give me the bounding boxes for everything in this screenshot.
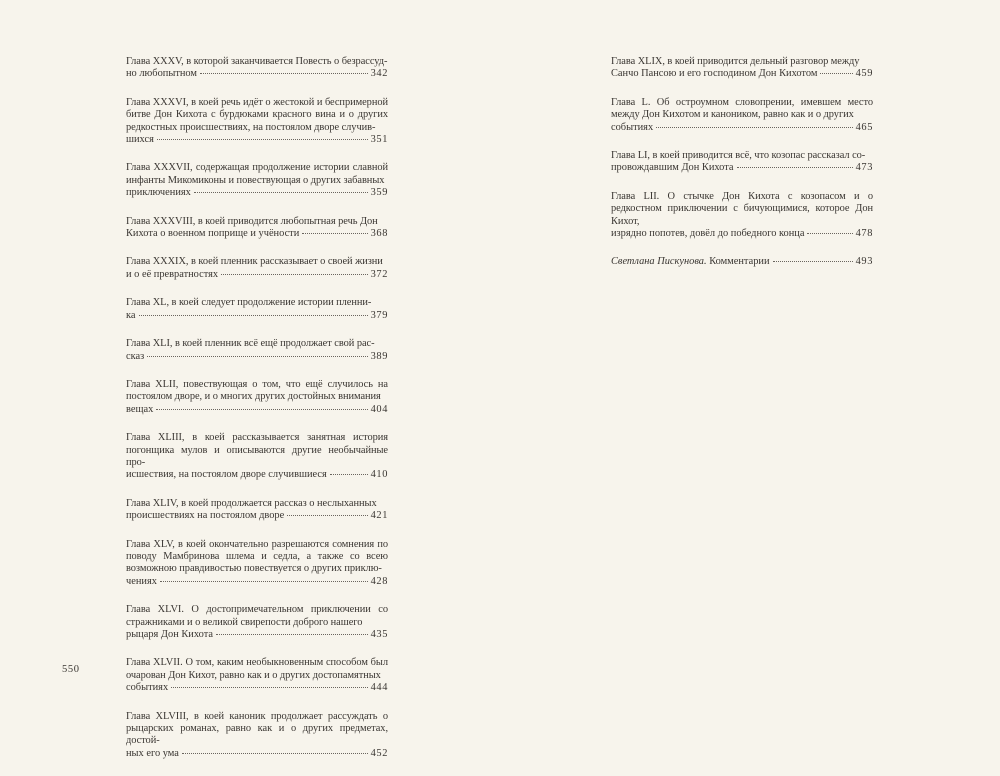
toc-page-number: 359 [370,187,388,199]
toc-page-number: 389 [370,350,388,362]
leader-dots [221,274,367,275]
leader-dots [820,73,852,74]
toc-entry-text: Глава XLVI. О достопримечательном приключении со стражниками и о великой свирепости доброго нашего [126,604,388,628]
toc-entry-text: Глава XXXV, в которой заканчивается Повесть о безрассуд- [126,56,388,67]
commentary-author: Светлана Пискунова. [611,256,707,268]
leader-dots [216,634,368,635]
leader-dots [139,315,368,316]
toc-entry [611,97,873,134]
toc-entry-text: Глава XLIX, в коей приводится дельный разговор между [611,56,860,67]
toc-entry-text: Глава L. Об остроумном словопрении, имевшем место между Дон Кихотом и каноником, равно как и о других [611,96,873,121]
toc-entry-tail: исшествия, на постоялом дворе случившиеся [126,469,327,481]
toc-entry-text: Глава XLIV, в коей продолжается рассказ о неслыханных [126,497,377,509]
toc-page-number: 478 [855,228,873,240]
toc-entry-commentary [611,256,873,268]
leader-dots [737,167,853,168]
leader-dots [807,233,852,234]
toc-entry-text: Глава XLII, повествующая о том, что ещё случилось на постоялом дворе, и о многих других достойных внимания [126,378,388,403]
toc-entry-tail: но любопытном [126,68,197,80]
toc-entry-tail: провождавшим Дон Кихота [611,162,734,174]
commentary-title: Комментарии [706,256,770,268]
toc-page-number: 465 [855,121,873,133]
toc-page-number: 452 [370,747,388,759]
toc-entry-tail: рыцаря Дон Кихота [126,629,213,640]
toc-entry-tail: Санчо Пансою и его господином Дон Кихотом [611,68,818,80]
toc-entry-text: Глава XLVII. О том, каким необыкновенным способом был очарован Дон Кихот, равно как и о других достопамятных [126,657,388,681]
toc-left-column [126,56,388,776]
toc-entry-tail: и о её превратностях [126,268,219,280]
page-number: 550 [62,664,80,675]
toc-right-column [611,56,873,285]
toc-entry-text: Глава LI, в коей приводится всё, что козопас рассказал со- [611,150,866,162]
toc-entry [611,56,873,81]
toc-entry [611,191,873,241]
toc-page-number: 435 [370,629,388,640]
toc-entry [126,539,388,589]
toc-entry-tail: происшествиях на постоялом дворе [126,510,285,522]
toc-entry-tail: приключениях [126,187,191,199]
toc-entry [126,216,388,241]
toc-entry-text: Глава XXXVII, содержащая продолжение истории славной инфанты Микомиконы и повествующая о других забавных [126,162,388,186]
toc-page-number: 351 [370,134,388,146]
toc-entry-text: Глава XL, в коей следует продолжение истории пленни- [126,297,372,309]
toc-page-number: 368 [370,228,388,240]
toc-entry-text: Глава XXXVIII, в коей приводится любопытная речь Дон [126,215,378,227]
toc-entry-tail: изрядно попотев, довёл до победного конца [611,228,805,240]
toc-entry-tail: событиях [611,121,654,133]
toc-page-number: 379 [370,309,388,321]
toc-entry-text: Глава XLV, в коей окончательно разрешаются сомнения по поводу Мамбринова шлема и седла, а также со всею возможною правдивостью повествуется о других приклю- [126,538,388,575]
toc-page-number: 410 [370,469,388,481]
leader-dots [194,192,368,193]
toc-page-number: 444 [370,682,388,694]
toc-entry [126,498,388,523]
toc-entry-tail: ных его ума [126,747,179,759]
toc-entry [126,56,388,81]
leader-dots [171,687,367,688]
leader-dots [157,139,368,140]
toc-page-number: 473 [855,162,873,174]
toc-entry-text: Глава XLVIII, в коей каноник продолжает рассуждать о рыцарских романах, равно как и о других предметах, достой- [126,710,388,747]
toc-entry-text: Глава XXXIX, в коей пленник рассказывает о своей жизни [126,256,383,268]
leader-dots [160,581,368,582]
toc-page-number: 372 [370,268,388,280]
toc-entry-tail: ка [126,309,136,321]
toc-entry [126,256,388,281]
toc-entry [126,162,388,199]
toc-page-number: 342 [370,68,388,80]
toc-page-number: 493 [855,256,873,268]
toc-entry-tail: сказ [126,350,145,362]
toc-entry [126,97,388,147]
leader-dots [302,233,367,234]
toc-page-number: 421 [370,510,388,522]
toc-page-number: 404 [370,403,388,415]
toc-entry-tail: шихся [126,134,154,146]
leader-dots [182,753,368,754]
leader-dots [656,127,852,128]
toc-entry [126,604,388,641]
leader-dots [200,73,368,74]
toc-page-number: 459 [855,68,873,80]
toc-entry-text: Глава LII. О стычке Дон Кихота с козопасом и о редкостном приключении с бичующимися, которое Дон Кихот, [611,190,873,227]
toc-entry [126,379,388,416]
toc-entry [126,432,388,482]
toc-entry [611,150,873,175]
leader-dots [156,409,367,410]
toc-entry [126,657,388,694]
toc-entry-text: Глава XLI, в коей пленник всё ещё продолжает свой рас- [126,338,375,350]
toc-entry-text: Глава XLIII, в коей рассказывается занятная история погонщика мулов и описываются другие необычайные про- [126,432,388,468]
toc-page-number: 428 [370,575,388,587]
toc-entry-text: Глава XXXVI, в коей речь идёт о жестокой и беспримерной битве Дон Кихота с бурдюками красного вина и о других редкостных происшествиях, на постоялом дворе случив- [126,96,388,133]
toc-entry [126,338,388,363]
leader-dots [147,356,367,357]
toc-entry-tail: чениях [126,575,157,587]
toc-entry [126,711,388,761]
toc-entry-tail: вещах [126,403,154,415]
toc-entry-tail: Кихота о военном поприще и учёности [126,228,300,240]
leader-dots [773,261,853,262]
toc-entry-tail: событиях [126,682,169,694]
leader-dots [330,474,368,475]
toc-entry [126,297,388,322]
leader-dots [287,515,367,516]
